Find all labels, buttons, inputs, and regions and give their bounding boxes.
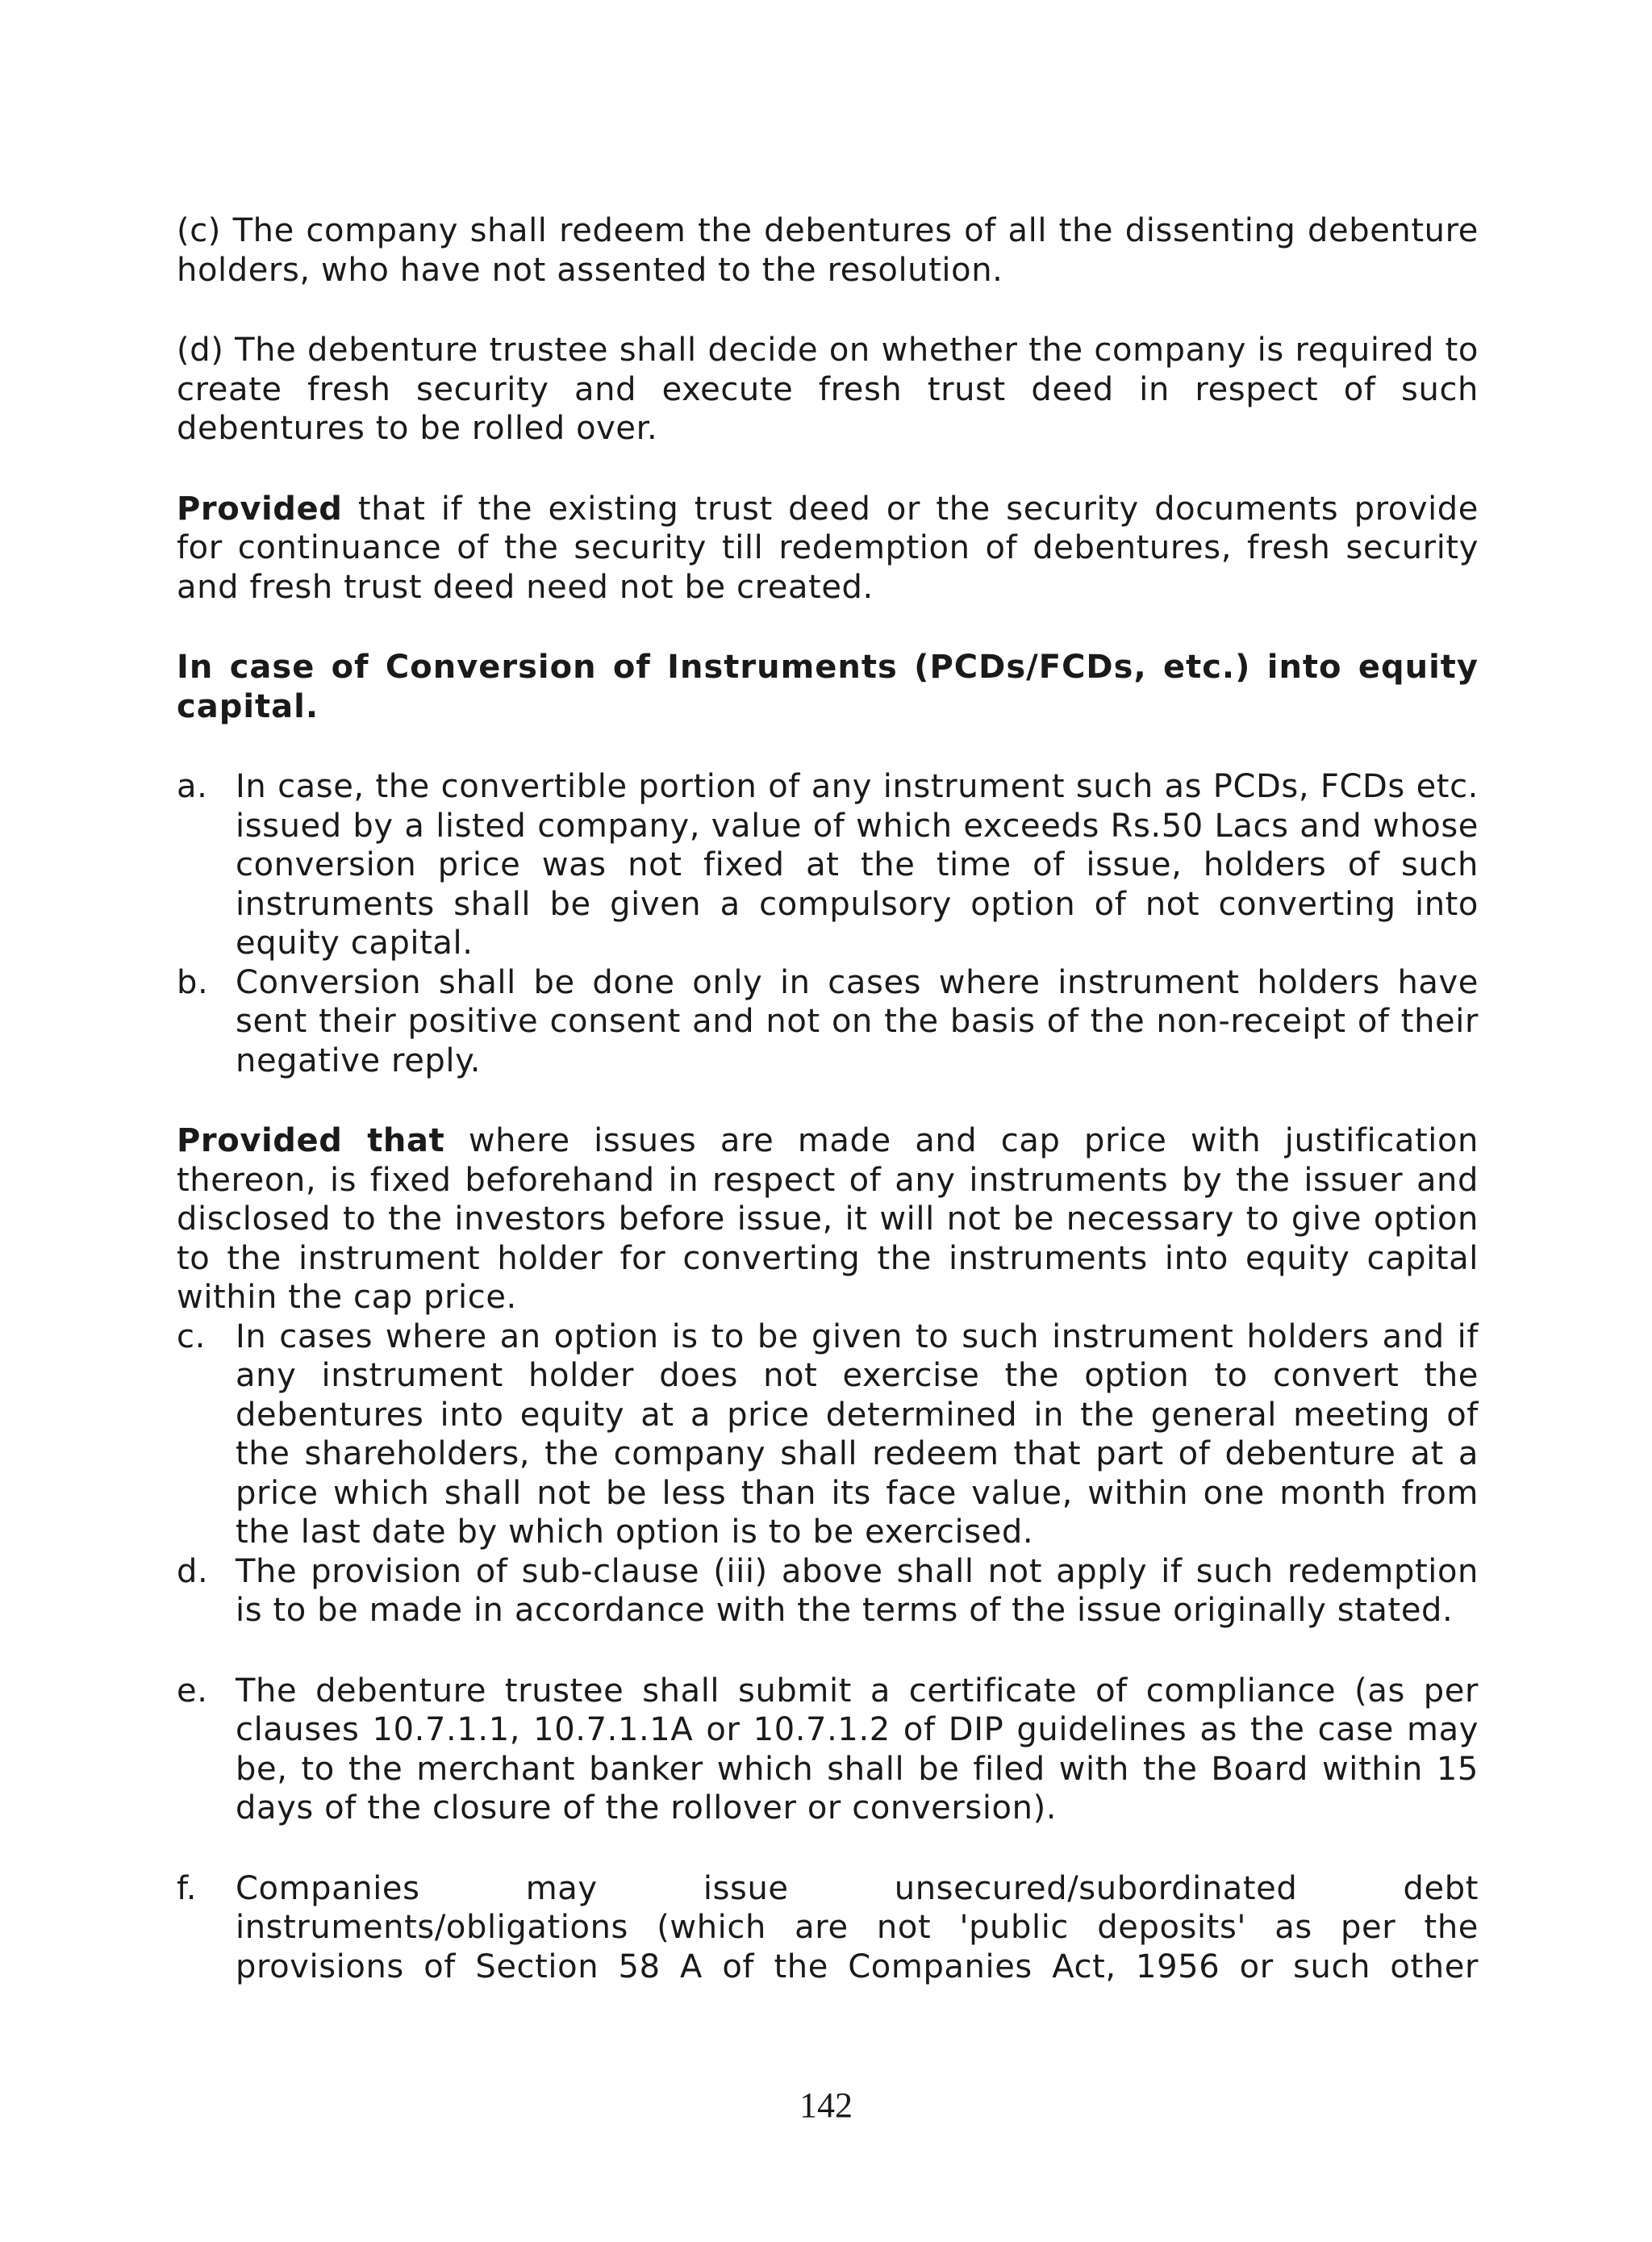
paragraph-d: (d) The debenture trustee shall decide on whether the company is required to create fresh security and execute fresh trust deed in respect of such debentures to be rolled over.	[177, 332, 1479, 447]
spacer	[177, 1828, 1479, 1869]
page-number: 142	[799, 2085, 853, 2125]
spacer	[177, 449, 1479, 490]
list-c-d	[177, 1317, 1479, 1630]
spacer	[177, 726, 1479, 767]
list-item-text: Conversion shall be done only in cases where instrument holders have sent their positive consent and not on the basis of the non-receipt of their negative reply.	[236, 963, 1479, 1079]
list-item-f	[177, 1869, 1479, 1987]
list-item	[177, 1552, 1479, 1630]
proviso-paragraph-2	[177, 1121, 1479, 1317]
list-item	[177, 767, 1479, 963]
list-marker: b.	[177, 963, 209, 1001]
document-body	[177, 211, 1479, 1986]
list-marker: f.	[177, 1869, 198, 1907]
list-item	[177, 963, 1479, 1081]
list-item	[177, 1317, 1479, 1552]
paragraph-c: (c) The company shall redeem the debentures of all the dissenting debenture holders, who have not assented to the resolution.	[177, 212, 1479, 289]
proviso-lead: Provided	[177, 490, 343, 528]
list-item-text: The provision of sub-clause (iii) above shall not apply if such redemption is to be made in accordance with the terms of the issue originally stated.	[236, 1552, 1479, 1629]
list-marker: e.	[177, 1672, 208, 1710]
spacer	[177, 607, 1479, 648]
section-heading: In case of Conversion of Instruments (PCDs/FCDs, etc.) into equity capital.	[177, 649, 1479, 725]
list-item-text: The debenture trustee shall submit a certificate of compliance (as per clauses 10.7.1.1, 10.7.1.1A or 10.7.1.2 of DIP guidelines as the case may be, to the merchant banker which shall be filed with the Board within 15 days of the closure of the rollover or conversion).	[236, 1672, 1479, 1827]
proviso-text: where issues are made and cap price with justification thereon, is fixed beforehand in respect of any instruments by the issuer and disclosed to the investors before issue, it will not be necessary to give option to the instrument holder for converting the instruments into equity capital within the cap price.	[177, 1122, 1479, 1316]
list-marker: c.	[177, 1317, 206, 1355]
list-item-text: In cases where an option is to be given to such instrument holders and if any instrument holder does not exercise the option to convert the debentures into equity at a price determined in the general meeting of the shareholders, the company shall redeem that part of debenture at a price which shall not be less than its face value, within one month from the last date by which option is to be exercised.	[236, 1317, 1479, 1551]
list-marker: a.	[177, 768, 208, 805]
list-item-e	[177, 1672, 1479, 1828]
list-a-b	[177, 767, 1479, 1080]
proviso-text: that if the existing trust deed or the security documents provide for continuance of the security till redemption of debentures, fresh security and fresh trust deed need not be created.	[177, 490, 1479, 606]
list-marker: d.	[177, 1552, 209, 1590]
list-item-text: In case, the convertible portion of any instrument such as PCDs, FCDs etc. issued by a listed company, value of which exceeds Rs.50 Lacs and whose conversion price was not fixed at the time of issue, holders of such instruments shall be given a compulsory option of not converting into equity capital.	[236, 768, 1479, 962]
spacer	[177, 1630, 1479, 1672]
spacer	[177, 1080, 1479, 1121]
proviso-paragraph-1	[177, 490, 1479, 607]
proviso-lead: Provided that	[177, 1122, 445, 1159]
list-item-text: Companies may issue unsecured/subordinated debt instruments/obligations (which are not 'public deposits' as per the provisions of Section 58 A of the Companies Act, 1956 or such other	[236, 1869, 1479, 1985]
spacer	[177, 290, 1479, 331]
